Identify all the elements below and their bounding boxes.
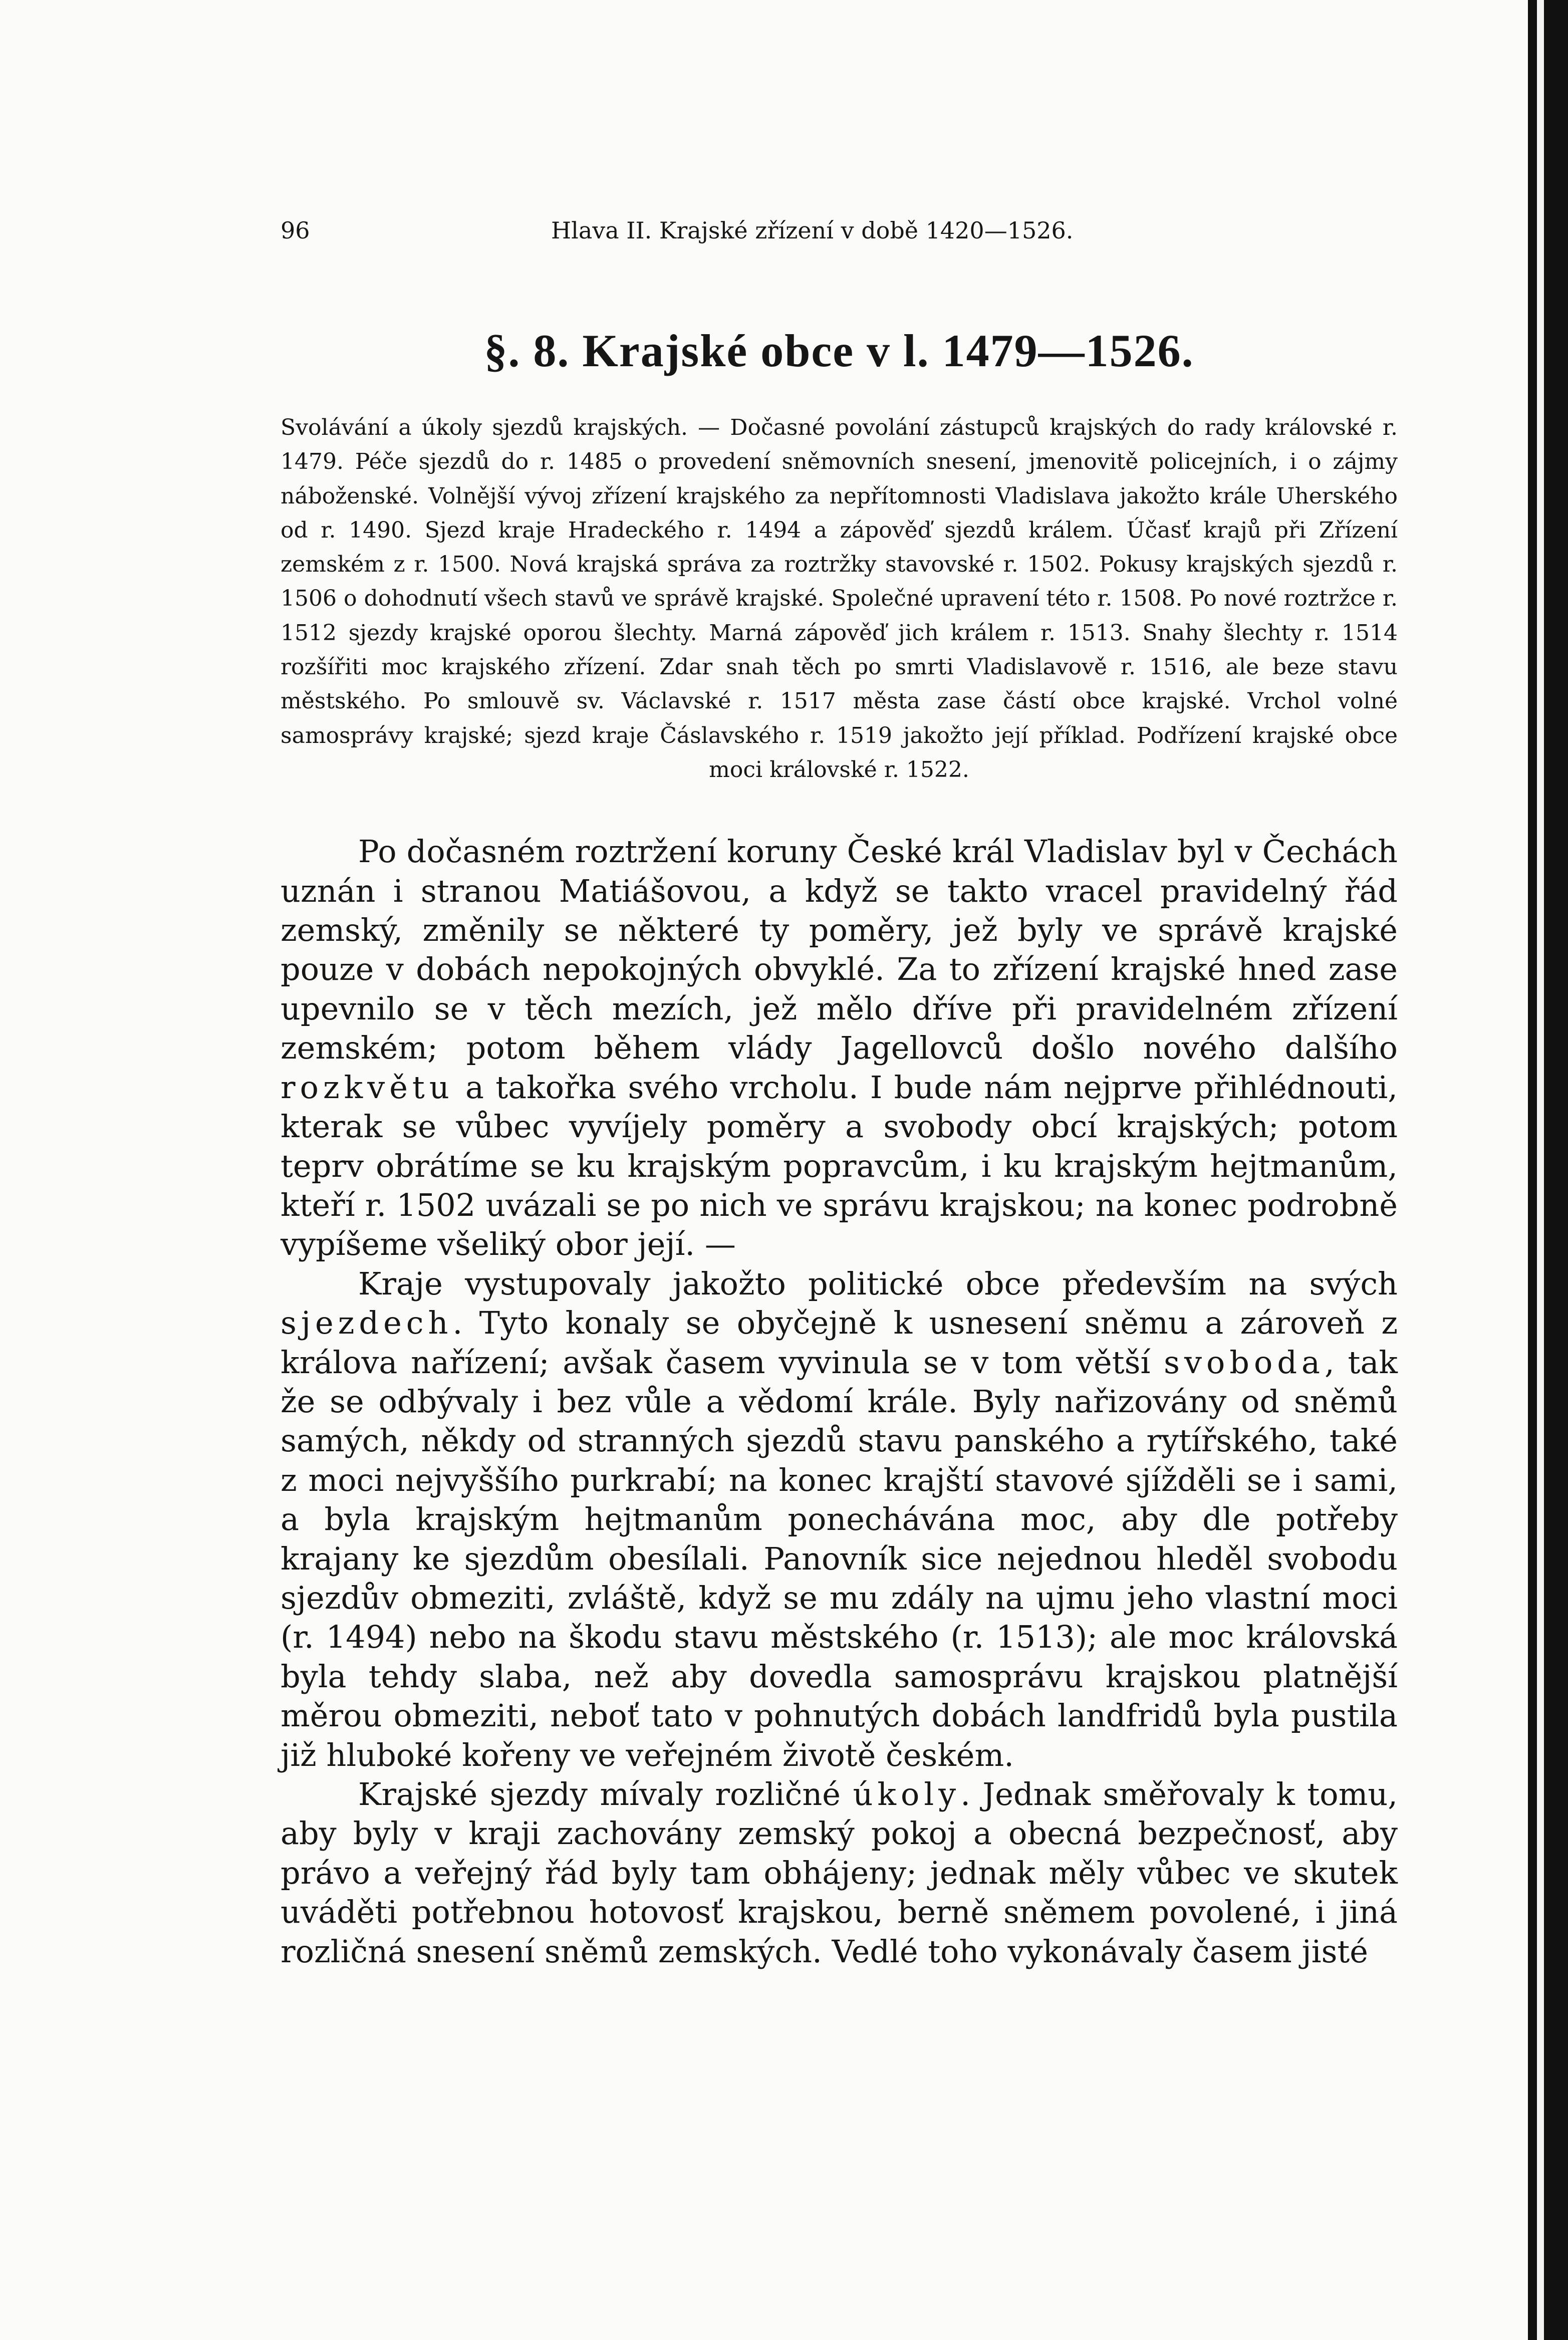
running-title: Hlava II. Krajské zřízení v době 1420—1526.: [551, 217, 1074, 244]
paragraph-2-text-a: Kraje vystupovaly jakožto politické obce především na svých: [358, 1265, 1398, 1302]
emphasis-svoboda: svoboda: [1164, 1344, 1325, 1381]
section-summary: Svolávání a úkoly sjezdů krajských. — Dočasné povolání zástupců krajských do rady královské r. 1479. Péče sjezdů do r. 1485 o provedení sněmovních snesení, jmenovitě policejních, i o zájmy náboženské. Volnější vývoj zřízení krajského za nepřítomnosti Vladislava jakožto krále Uherského od r. 1490. Sjezd kraje Hradeckého r. 1494 a zápověď sjezdů králem. Účasť krajů při Zřízení zemském z r. 1500. Nová krajská správa za roztržky stavovské r. 1502. Pokusy krajských sjezdů r. 1506 o dohodnutí všech stavů ve správě krajské. Společné upravení této r. 1508. Po nové roztržce r. 1512 sjezdy krajské oporou šlechty. Marná zápověď jich králem r. 1513. Snahy šlechty r. 1514 rozšířiti moc krajského zřízení. Zdar snah těch po smrti Vladislavově r. 1516, ale beze stavu městského. Po smlouvě sv. Václavské r. 1517 města zase částí obce krajské. Vrchol volné samosprávy krajské; sjezd kraje Čáslavského r. 1519 jakožto její příklad. Podřízení krajské obce moci královské r. 1522.: [281, 415, 1398, 783]
paragraph-2-text-e: , tak že se odbývaly i bez vůle a vědomí krále. Byly nařizovány od sněmů samých, někdy od stranných sjezdů stavu panského a rytířského, také z moci nejvyššího purkrabí; na konec krajští stavové sjížděli se i sami, a byla krajským hejtmanům ponechávána moc, aby dle potřeby krajany ke sjezdům obesílali. Panovník sice nejednou hleděl svobodu sjezdův obmeziti, zvláště, když se mu zdály na ujmu jeho vlastní moci (r. 1494) nebo na škodu stavu městského (r. 1513); ale moc královská byla tehdy slaba, než aby dovedla samosprávu krajskou platnější měrou obmeziti, neboť tato v pohnutých dobách landfridů byla pustila již hluboké kořeny ve veřejném životě českém.: [281, 1344, 1398, 1773]
paragraph-2-text-c: . Tyto konaly se obyčejně k usnesení sněmu a zároveň z králova nařízení; avšak časem vyvinula se v tom větší: [281, 1305, 1398, 1381]
section-title: §. 8. Krajské obce v l. 1479—1526.: [484, 325, 1194, 376]
running-head: [281, 210, 1398, 250]
emphasis-ukoly: úkoly: [853, 1776, 961, 1813]
emphasis-sjezdech: sjezdech: [281, 1305, 453, 1342]
paragraph-1-text-a: Po dočasném roztržení koruny České král Vladislav byl v Čechách uznán i stranou Matiášovou, a když se takto vracel pravidelný řád zemský, změnily se některé ty poměry, jež byly ve správě krajské pouze v dobách nepokojných obvyklé. Za to zřízení krajské hned zase upevnilo se v těch mezích, jež mělo dříve při pravidelném zřízení zemském; potom během vlády Jagellovců došlo nového dalšího: [281, 833, 1398, 1067]
text-area: [281, 210, 1398, 1971]
page-number: 96: [281, 217, 310, 244]
emphasis-rozkvetu: rozkvětu: [281, 1069, 454, 1106]
paragraph-1: [281, 832, 1398, 1264]
scan-edge-strip: [1537, 0, 1544, 2340]
paragraph-3: [281, 1775, 1398, 1971]
paragraph-3-text-c: . Jednak směřovaly k tomu, aby byly v kraji zachovány zemský pokoj a obecná bezpečnosť, aby právo a veřejný řád byly tam obhájeny; jednak měly vůbec ve skutek uváděti potřebnou hotovosť krajskou, berně sněmem povolené, i jiná rozličná snesení sněmů zemských. Vedlé toho vykonávaly časem jisté: [281, 1776, 1398, 1970]
paragraph-2: [281, 1264, 1398, 1775]
body-text: [281, 832, 1398, 1971]
paragraph-1-text-c: a takořka svého vrcholu. I bude nám nejprve přihlédnouti, kterak se vůbec vyvíjely poměry a svobody obcí krajských; potom teprv obrátíme se ku krajským popravcům, i ku krajským hejtmanům, kteří r. 1502 uvázali se po nich ve správu krajskou; na konec podrobně vypíšeme všeliký obor její. —: [281, 1069, 1398, 1263]
paragraph-3-text-a: Krajské sjezdy mívaly rozličné: [358, 1776, 853, 1813]
scan-edge: [1528, 0, 1568, 2340]
